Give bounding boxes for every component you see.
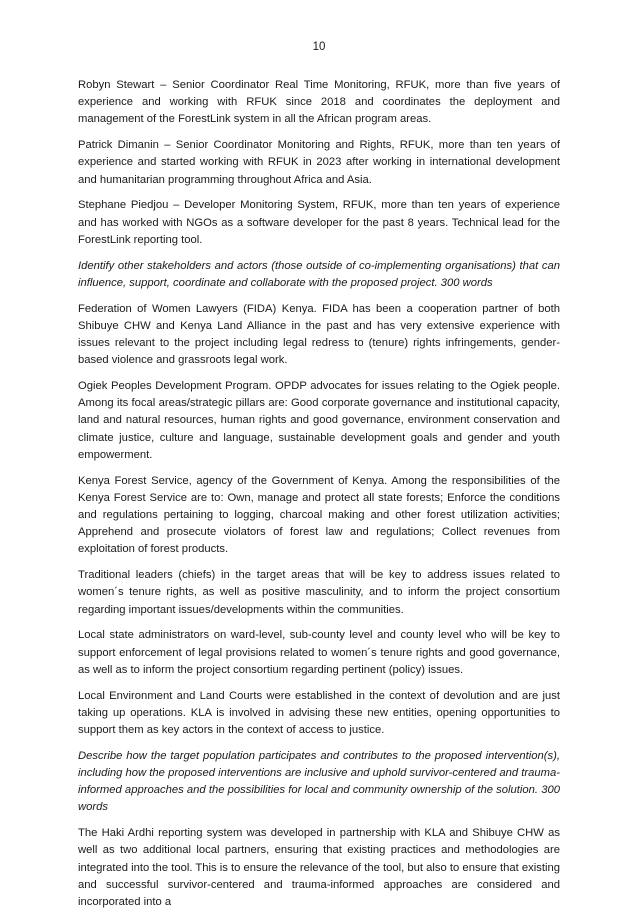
question-target-population: Describe how the target population participates and contributes to the proposed intervention(s), including how the proposed interventions are inclusive and uphold survivor-centered and trauma-informed approaches and the possibilities for local and community ownership of the solution. 300 words [78,749,560,814]
paragraph-fida-kenya: Federation of Women Lawyers (FIDA) Kenya. FIDA has been a cooperation partner of both Shibuye CHW and Kenya Land Alliance in the past and has very extensive experience with issues relevant to the project including legal redress to (tenure) rights infringements, gender-based violence and grassroots legal work. [78,302,560,367]
paragraph-robyn-stewart: Robyn Stewart – Senior Coordinator Real Time Monitoring, RFUK, more than five years of experience and working with RFUK since 2018 and coordinates the deployment and management of the ForestLink system in all the African program areas. [78,79,560,126]
paragraph-opdp: Ogiek Peoples Development Program. OPDP advocates for issues relating to the Ogiek people. Among its focal areas/strategic pillars are: Good corporate governance and institutional capacity, land and natural resources, human rights and good governance, environment conservation and climate justice, culture and language, sustainable development goals and gender and youth empowerment. [78,380,560,461]
paragraph-stephane-piedjou: Stephane Piedjou – Developer Monitoring System, RFUK, more than ten years of experience and has worked with NGOs as a software developer for the past 8 years. Technical lead for the ForestLink reporting tool. [78,199,560,246]
paragraph-traditional-leaders: Traditional leaders (chiefs) in the target areas that will be key to address issues related to women´s tenure rights, as well as positive masculinity, and to inform the project consortium regarding important issues/developments within the communities. [78,569,560,616]
page-number: 10 [312,41,326,53]
paragraph-patrick-dimanin: Patrick Dimanin – Senior Coordinator Monitoring and Rights, RFUK, more than ten years of experience and started working with RFUK in 2023 after working in international development and humanitarian programming throughout Africa and Asia. [78,139,560,186]
question-stakeholders: Identify other stakeholders and actors (those outside of co-implementing organisations) that can influence, support, coordinate and collaborate with the proposed project. 300 words [78,259,560,289]
paragraph-local-state-administrators: Local state administrators on ward-level, sub-county level and county level who will be key to support enforcement of legal provisions related to women´s tenure rights and good governance, as well as to inform the project consortium regarding pertinent (policy) issues. [78,629,560,676]
paragraph-kenya-forest-service: Kenya Forest Service, agency of the Government of Kenya. Among the responsibilities of the Kenya Forest Service are to: Own, manage and protect all state forests; Enforce the conditions and regulations pertaining to logging, charcoal making and other forest utilization activities; Apprehend and prosecute violators of forest law and regulations; Collect revenues from exploitation of forest products. [78,474,560,556]
paragraph-haki-ardhi: The Haki Ardhi reporting system was developed in partnership with KLA and Shibuye CHW as well as two additional local partners, ensuring that existing practices and methodologies are integrated into the tool. This is to ensure the relevance of the tool, but also to ensure that existing and successful survivor-centered and trauma-informed approaches are considered and incorporated into a [78,827,560,909]
paragraph-land-courts: Local Environment and Land Courts were established in the context of devolution and are just taking up operations. KLA is involved in advising these new entities, opening opportunities to support them as key actors in the context of access to justice. [78,689,560,737]
